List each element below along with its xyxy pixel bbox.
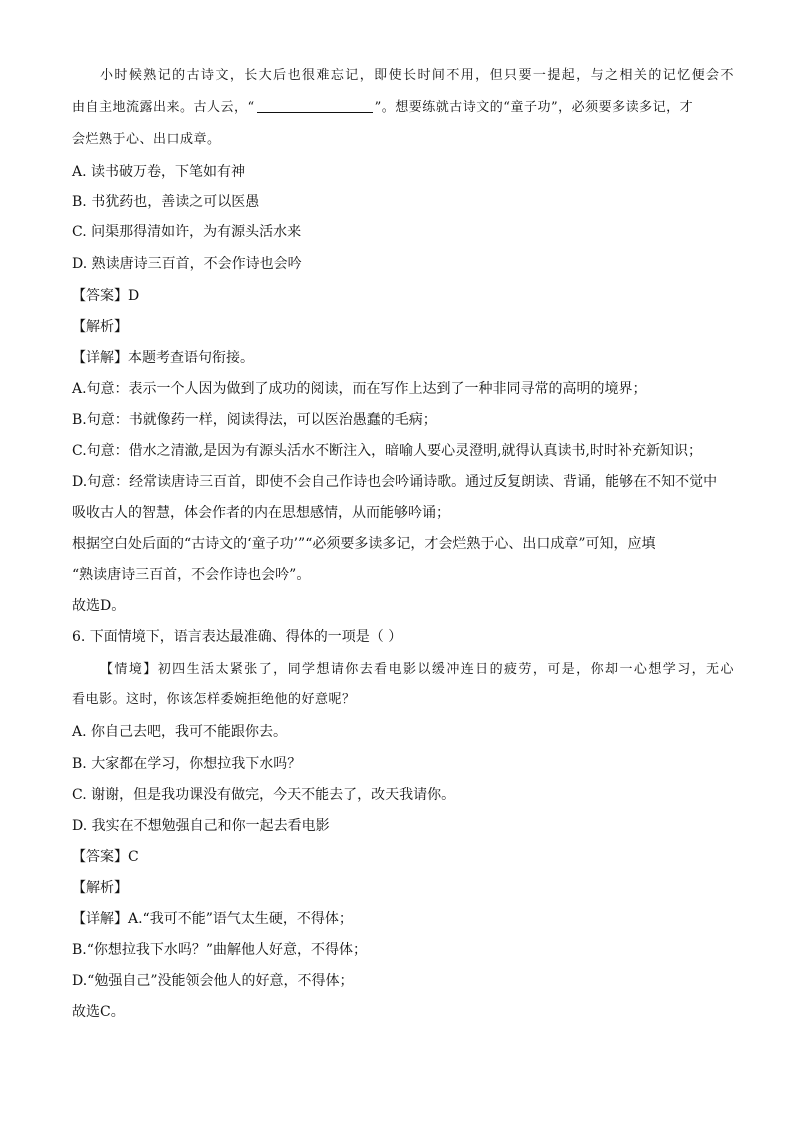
q5-analysis-line: C.句意：借水之清澈,是因为有源头活水不断注入，暗喻人要心灵澄明,就得认真读书,时时补充新知识； xyxy=(72,443,703,459)
q5-analysis-title: 【解析】 xyxy=(72,319,128,335)
q5-analysis-line: 【详解】本题考查语句衔接。 xyxy=(72,350,254,366)
q5-stem-line-1: 小时候熟记的古诗文，长大后也很难忘记，即使长时间不用，但只要一提起，与之相关的记忆便会不 xyxy=(100,68,734,83)
q5-answer: 【答案】D xyxy=(72,288,140,304)
q6-option-c: C. 谢谢，但是我功课没有做完，今天不能去了，改天我请你。 xyxy=(72,787,456,803)
q5-analysis-line: D.句意：经常读唐诗三百首，即使不会自己作诗也会吟诵诗歌。通过反复朗读、背诵，能够在不知不觉中 xyxy=(72,474,718,490)
q6-analysis-title: 【解析】 xyxy=(72,880,128,896)
q5-stem-prefix: 由自主地流露出来。古人云，“ xyxy=(72,100,255,115)
q5-analysis-line: B.句意：书就像药一样，阅读得法，可以医治愚蠢的毛病； xyxy=(72,412,437,428)
q5-option-c: C. 问渠那得清如许，为有源头活水来 xyxy=(72,224,302,240)
q6-scenario-line-2: 看电影。这时，你该怎样委婉拒绝他的好意呢？ xyxy=(72,692,356,707)
q6-analysis-line: 【详解】A.“我可不能”语气太生硬，不得体； xyxy=(72,911,353,927)
q5-option-d: D. 熟读唐诗三百首，不会作诗也会吟 xyxy=(72,256,302,272)
q6-answer: 【答案】C xyxy=(72,849,139,865)
q6-option-b: B. 大家都在学习，你想拉我下水吗？ xyxy=(72,756,302,772)
q5-analysis-line: 根据空白处后面的“古诗文的‘童子功’”“必须要多读多记，才会烂熟于心、出口成章”可知，应填 xyxy=(72,536,656,552)
q6-analysis-line: B.“你想拉我下水吗？”曲解他人好意，不得体； xyxy=(72,942,368,958)
q6-stem: 6. 下面情境下，语言表达最准确、得体的一项是（ ） xyxy=(72,629,403,645)
q6-analysis-line: D.“勉强自己”没能领会他人的好意，不得体； xyxy=(72,973,354,989)
q5-analysis-line: “熟读唐诗三百首，不会作诗也会吟”。 xyxy=(72,567,311,583)
q5-stem-line-2 xyxy=(72,98,734,118)
q5-conclusion: 故选D。 xyxy=(72,598,126,614)
q5-stem-line-3: 会烂熟于心、出口成章。 xyxy=(72,132,221,147)
q5-analysis-line: 吸收古人的智慧，体会作者的内在思想感情，从而能够吟诵； xyxy=(72,505,450,521)
q6-conclusion: 故选C。 xyxy=(72,1004,125,1020)
q5-analysis-line: A.句意：表示一个人因为做到了成功的阅读，而在写作上达到了一种非同寻常的高明的境界； xyxy=(72,381,647,397)
fill-in-blank xyxy=(257,98,373,113)
q6-option-a: A. 你自己去吧，我可不能跟你去。 xyxy=(72,724,288,740)
q5-stem-suffix: ”。想要练就古诗文的“童子功”，必须要多读多记，才 xyxy=(374,100,694,115)
q6-option-d: D. 我实在不想勉强自己和你一起去看电影 xyxy=(72,818,330,834)
q5-option-b: B. 书犹药也，善读之可以医愚 xyxy=(72,194,260,210)
q6-scenario-line-1: 【情境】初四生活太紧张了，同学想请你去看电影以缓冲连日的疲劳，可是，你却一心想学习，无心 xyxy=(100,662,734,677)
q5-option-a: A. 读书破万卷，下笔如有神 xyxy=(72,164,246,180)
